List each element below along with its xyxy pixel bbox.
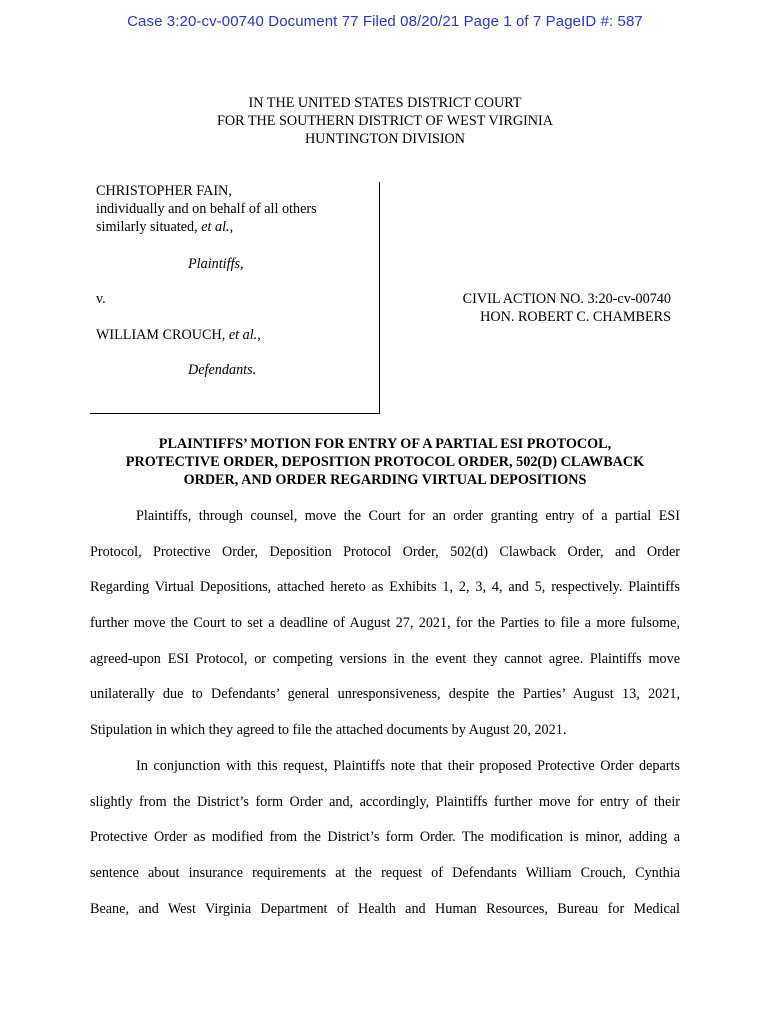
plaintiff-description-1: individually and on behalf of all others: [96, 201, 317, 217]
court-line-3: HUNTINGTON DIVISION: [304, 131, 466, 147]
case-header-stamp: Case 3:20-cv-00740 Document 77 Filed 08/20/21 Page 1 of 7 PageID #: 587: [127, 13, 643, 30]
paragraph-2-line: Protective Order as modified from the District’s form Order. The modification is minor, adding a: [90, 829, 680, 845]
paragraph-1-line: Plaintiffs, through counsel, move the Court for an order granting entry of a partial ESI: [136, 508, 680, 524]
plaintiff-name: CHRISTOPHER FAIN,: [96, 183, 232, 199]
motion-title-line-2: PROTECTIVE ORDER, DEPOSITION PROTOCOL ORDER, 502(D) CLAWBACK: [125, 454, 645, 470]
court-line-2: FOR THE SOUTHERN DISTRICT OF WEST VIRGINIA: [216, 113, 554, 129]
civil-action-number: CIVIL ACTION NO. 3:20-cv-00740: [462, 291, 671, 307]
paragraph-1-line: further move the Court to set a deadline of August 27, 2021, for the Parties to file a more fulsome,: [90, 615, 680, 631]
motion-title: [0, 435, 770, 489]
defendants-label: Defendants.: [188, 362, 257, 378]
paragraph-2-line: slightly from the District’s form Order and, accordingly, Plaintiffs further move for entry of their: [90, 794, 680, 810]
defendant-name: WILLIAM CROUCH, et al.,: [96, 327, 261, 343]
plaintiffs-label: Plaintiffs,: [188, 256, 244, 272]
paragraph-1-line: Regarding Virtual Depositions, attached hereto as Exhibits 1, 2, 3, 4, and 5, respectively. Plaintiffs: [90, 579, 680, 595]
case-caption-parties: [90, 182, 380, 414]
case-caption-action: [463, 290, 671, 326]
motion-title-line-1: PLAINTIFFS’ MOTION FOR ENTRY OF A PARTIAL ESI PROTOCOL,: [158, 436, 612, 452]
versus: v.: [96, 291, 106, 307]
paragraph-1-line: agreed-upon ESI Protocol, or competing versions in the event they cannot agree. Plaintiffs move: [90, 651, 680, 667]
paragraph-2-line: Beane, and West Virginia Department of Health and Human Resources, Bureau for Medical: [90, 901, 680, 917]
judge-name: HON. ROBERT C. CHAMBERS: [480, 309, 671, 325]
motion-title-line-3: ORDER, AND ORDER REGARDING VIRTUAL DEPOSITIONS: [183, 472, 587, 488]
paragraph-1-line: Stipulation in which they agreed to file the attached documents by August 20, 2021.: [90, 722, 567, 738]
court-line-1: IN THE UNITED STATES DISTRICT COURT: [248, 95, 522, 111]
paragraph-2-line: In conjunction with this request, Plaintiffs note that their proposed Protective Order departs: [136, 758, 680, 774]
paragraph-1-line: Protocol, Protective Order, Deposition Protocol Order, 502(d) Clawback Order, and Order: [90, 544, 680, 560]
paragraph-1-line: unilaterally due to Defendants’ general unresponsiveness, despite the Parties’ August 13, 2021,: [90, 686, 680, 702]
court-heading: [0, 94, 770, 148]
paragraph-2-line: sentence about insurance requirements at the request of Defendants William Crouch, Cynthia: [90, 865, 680, 881]
plaintiff-description-2: similarly situated, et al.,: [96, 219, 234, 235]
